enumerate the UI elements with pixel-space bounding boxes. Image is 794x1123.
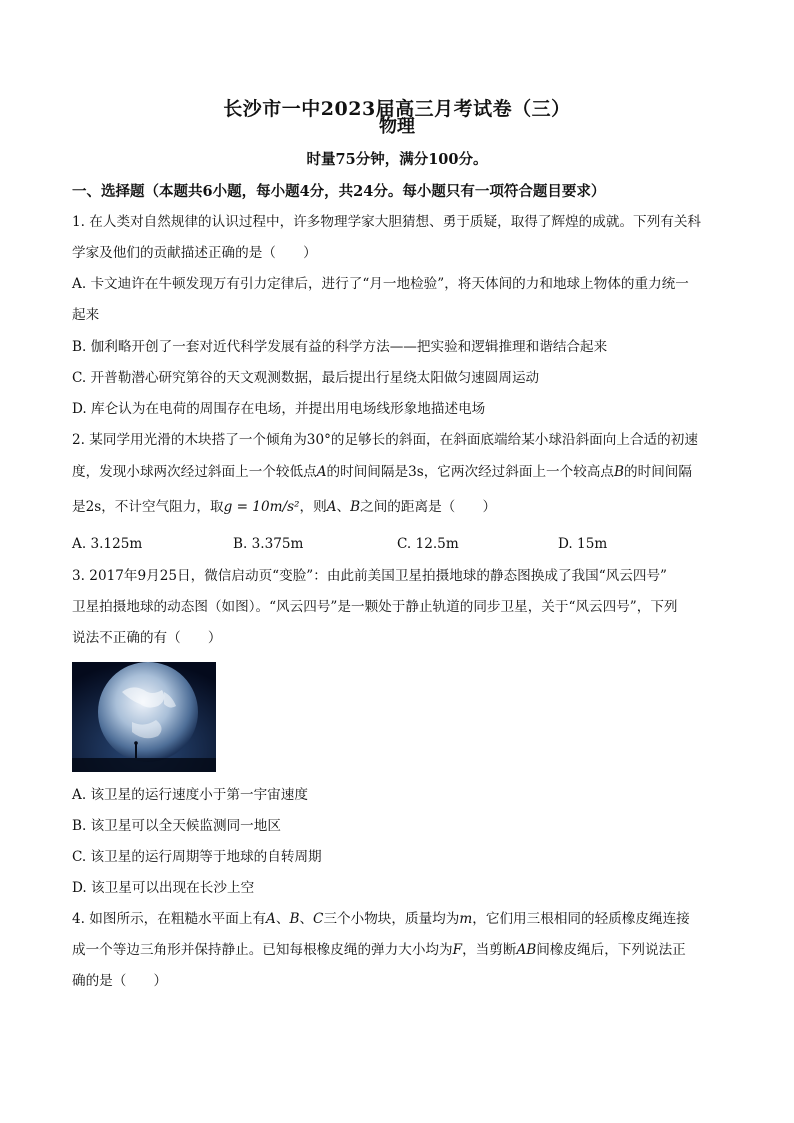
q2-option-b: B. 3.375m [233,536,304,552]
q2-formula: g = 10m/s² [223,499,300,515]
q3-option-d: D. 该卫星可以出现在长沙上空 [72,880,255,896]
q1-option-d: D. 库仑认为在电荷的周围存在电场，并提出用电场线形象地描述电场 [72,401,486,417]
q4-line3: 确的是（ ） [72,973,168,989]
q4-line1: 4. 如图所示，在粗糙水平面上有A、B、C三个小物块，质量均为m，它们用三根相同的轻质橡皮绳连接 [72,911,690,927]
q3-option-c: C. 该卫星的运行周期等于地球的自转周期 [72,849,322,865]
q2-line2: 度，发现小球两次经过斜面上一个较低点A的时间间隔是3s，它两次经过斜面上一个较高点B的时间间隔 [72,464,692,480]
q1-option-b: B. 伽利略开创了一套对近代科学发展有益的科学方法——把实验和逻辑推理和谐结合起来 [72,339,608,355]
q3-line1: 3. 2017年9月25日，微信启动页“变脸”：由此前美国卫星拍摄地球的静态图换成了我国“风云四号” [72,568,668,584]
section-heading: 一、选择题（本题共6小题，每小题4分，共24分。每小题只有一项符合题目要求） [72,183,606,200]
q2-line1: 2. 某同学用光滑的木块搭了一个倾角为30°的足够长的斜面，在斜面底端给某小球沿斜面向上合适的初速 [72,432,698,448]
q1-stem-line2: 学家及他们的贡献描述正确的是（ ） [72,245,317,261]
q1-option-a-line1: A. 卡文迪许在牛顿发现万有引力定律后，进行了“月一地检验”，将天体间的力和地球上物体的重力统一 [72,276,689,292]
q4-line2: 成一个等边三角形并保持静止。已知每根橡皮绳的弹力大小均为F，当剪断AB间橡皮绳后，下列说法正 [72,942,686,958]
exam-subject: 物理 [379,116,415,137]
q3-line2: 卫星拍摄地球的动态图（如图）。“风云四号”是一颗处于静止轨道的同步卫星，关于“风云四号”，下列 [72,599,678,615]
q3-option-b: B. 该卫星可以全天候监测同一地区 [72,818,281,834]
earth-image [72,662,216,772]
earth-figure [72,662,216,772]
exam-title: 长沙市一中2023届高三月考试卷（三） [223,98,571,120]
exam-meta: 时量75分钟，满分100分。 [306,151,488,168]
q3-option-a: A. 该卫星的运行速度小于第一宇宙速度 [72,787,308,803]
q1-option-a-line2: 起来 [72,307,100,323]
q2-option-c: C. 12.5m [397,536,459,552]
q2-option-a: A. 3.125m [72,536,143,552]
q3-line3: 说法不正确的有（ ） [72,630,222,646]
q1-option-c: C. 开普勒潜心研究第谷的天文观测数据，最后提出行星绕太阳做匀速圆周运动 [72,370,540,386]
q2-line3: 是2s，不计空气阻力，取g = 10m/s²，则A、B之间的距离是（ ） [72,499,497,515]
q1-stem-line1: 1. 在人类对自然规律的认识过程中，许多物理学家大胆猜想、勇于质疑，取得了辉煌的成就。下列有关科 [72,214,702,230]
q2-option-d: D. 15m [558,536,608,552]
